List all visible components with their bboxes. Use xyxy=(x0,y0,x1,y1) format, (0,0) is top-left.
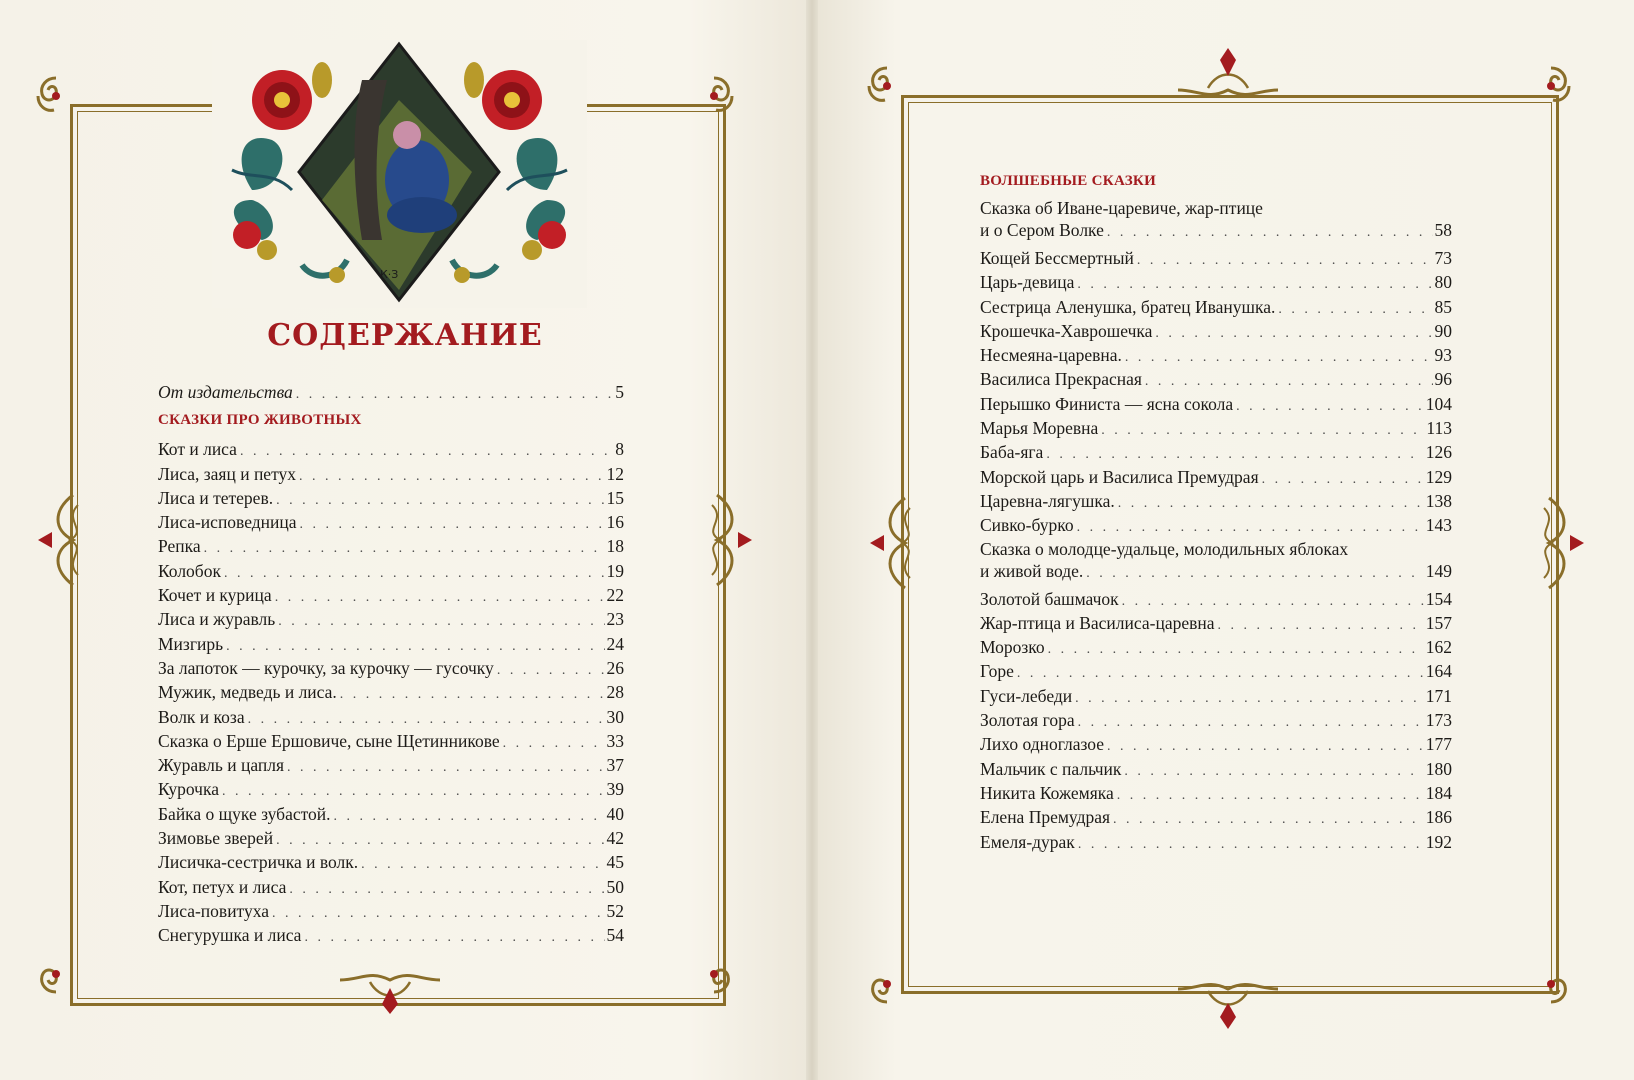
toc-entry-page: 173 xyxy=(1425,710,1452,731)
toc-entry[interactable] xyxy=(980,367,1452,391)
toc-entry-title: Баба-яга xyxy=(980,442,1044,463)
toc-entry[interactable] xyxy=(158,437,624,461)
toc-entry[interactable] xyxy=(980,392,1452,416)
toc-entry-page: 143 xyxy=(1425,515,1452,536)
toc-entry[interactable] xyxy=(158,486,624,510)
toc-entry-title: Золотой башмачок xyxy=(980,588,1119,609)
toc-entry[interactable] xyxy=(980,781,1452,805)
page-title: СОДЕРЖАНИЕ xyxy=(267,318,543,353)
corner-ornament-icon xyxy=(863,62,911,110)
toc-entry-page: 129 xyxy=(1425,466,1452,487)
toc-entry-title: Журавль и цапля xyxy=(158,755,285,776)
toc-entry[interactable] xyxy=(158,923,624,947)
toc-entry-title-line1: Сказка об Иване-царевиче, жар-птице xyxy=(980,198,1263,218)
toc-leader-dots xyxy=(275,586,605,610)
toc-leader-dots xyxy=(300,513,605,537)
toc-entry[interactable] xyxy=(158,462,624,486)
toc-entry-page: 186 xyxy=(1425,807,1452,828)
toc-entry-page: 24 xyxy=(606,633,624,654)
toc-entry-title: За лапоток — курочку, за курочку — гусочку xyxy=(158,657,494,678)
toc-entry-page: 171 xyxy=(1425,685,1452,706)
toc-entry[interactable] xyxy=(980,270,1452,294)
corner-ornament-icon xyxy=(863,960,911,1008)
toc-entry[interactable] xyxy=(980,513,1452,537)
toc-leader-dots xyxy=(1086,563,1423,587)
toc-entry-page: 28 xyxy=(606,682,624,703)
toc-leader-dots xyxy=(1101,419,1424,443)
toc-entry-title: Лихо одноглазое xyxy=(980,734,1105,755)
toc-entry-title-line2: и о Сером Волке xyxy=(980,220,1104,240)
toc-entry-page: 12 xyxy=(606,463,624,484)
toc-entry[interactable] xyxy=(980,440,1452,464)
toc-entry-title: Крошечка-Хаврошечка xyxy=(980,320,1153,341)
toc-entry[interactable] xyxy=(980,538,1452,587)
toc-leader-dots xyxy=(1078,711,1424,735)
toc-entry-page: 113 xyxy=(1426,418,1452,439)
toc-entry-intro[interactable] xyxy=(158,380,624,404)
toc-entry-page: 39 xyxy=(606,779,624,800)
toc-entry-page: 90 xyxy=(1434,320,1452,341)
toc-leader-dots xyxy=(272,902,604,926)
toc-entry-title: От издательства xyxy=(158,382,293,402)
section-heading: ВОЛШЕБНЫЕ СКАЗКИ xyxy=(980,173,1157,189)
toc-entry[interactable] xyxy=(158,826,624,850)
toc-entry[interactable] xyxy=(980,635,1452,659)
toc-entry[interactable] xyxy=(158,850,624,874)
toc-entry[interactable] xyxy=(158,656,624,680)
toc-entry-page: 149 xyxy=(1425,560,1452,581)
toc-entry-title: Лиса, заяц и петух xyxy=(158,463,296,484)
toc-entry-title: Репка xyxy=(158,536,201,557)
toc-entry-page: 192 xyxy=(1425,831,1452,852)
toc-entry[interactable] xyxy=(980,416,1452,440)
toc-entry-page: 93 xyxy=(1434,345,1452,366)
toc-entry-title: Кощей Бессмертный xyxy=(980,248,1134,268)
toc-entry-title: Марья Моревна xyxy=(980,418,1099,439)
toc-entries-list xyxy=(980,587,1452,854)
section-heading: СКАЗКИ ПРО ЖИВОТНЫХ xyxy=(158,412,362,429)
toc-entry-page: 58 xyxy=(1434,220,1452,240)
bottom-ornament-icon xyxy=(1168,975,1288,1035)
toc-entry-title: Сказка о Ерше Ершовиче, сыне Щетинникове xyxy=(158,730,500,751)
toc-leader-dots xyxy=(296,383,613,407)
toc-entry-page: 177 xyxy=(1425,734,1452,755)
toc-entry-title: Мальчик с пальчик xyxy=(980,758,1122,779)
toc-entry-title: Сивко-бурко xyxy=(980,515,1074,536)
toc-entry[interactable] xyxy=(158,607,624,631)
toc-entry-title: Зимовье зверей xyxy=(158,828,274,849)
svg-text:К·З: К·З xyxy=(380,268,399,281)
toc-entry[interactable] xyxy=(158,632,624,656)
toc-leader-dots xyxy=(287,756,604,780)
toc-leader-dots xyxy=(276,489,604,513)
toc-entry-page: 162 xyxy=(1425,637,1452,658)
toc-entry[interactable] xyxy=(980,319,1452,343)
toc-leader-dots xyxy=(304,926,604,950)
toc-entry-title: Лисичка-сестричка и волк. xyxy=(158,852,359,873)
toc-entry[interactable] xyxy=(158,510,624,534)
toc-leader-dots xyxy=(1048,638,1424,662)
toc-entry[interactable] xyxy=(158,875,624,899)
side-ornament-icon xyxy=(850,488,930,598)
toc-entry-title: Морозко xyxy=(980,637,1045,658)
toc-leader-dots xyxy=(1107,222,1433,246)
toc-leader-dots xyxy=(1262,468,1424,492)
corner-ornament-icon xyxy=(1527,62,1575,110)
toc-entry-page: 73 xyxy=(1434,248,1452,268)
toc-entry[interactable] xyxy=(158,753,624,777)
toc-entry-page: 26 xyxy=(606,657,624,678)
toc-entry[interactable] xyxy=(980,830,1452,854)
toc-leader-dots xyxy=(1236,395,1424,419)
toc-entry-page: 154 xyxy=(1425,588,1452,609)
toc-entry-page: 180 xyxy=(1425,758,1452,779)
toc-entry[interactable] xyxy=(158,534,624,558)
toc-entry[interactable] xyxy=(980,489,1452,513)
toc-entry[interactable] xyxy=(158,583,624,607)
toc-leader-dots xyxy=(1075,687,1424,711)
toc-leader-dots xyxy=(1278,298,1432,322)
toc-entry-page: 54 xyxy=(606,925,624,946)
toc-entry-page: 104 xyxy=(1425,393,1452,414)
toc-leader-dots xyxy=(289,878,604,902)
toc-entry-page: 16 xyxy=(606,512,624,533)
toc-leader-dots xyxy=(1113,808,1424,832)
toc-left xyxy=(158,380,624,948)
toc-entry-page: 184 xyxy=(1425,782,1452,803)
toc-leader-dots xyxy=(299,465,605,489)
toc-entry-title: Кочет и курица xyxy=(158,585,272,606)
toc-leader-dots xyxy=(1124,760,1423,784)
toc-leader-dots xyxy=(1077,516,1424,540)
toc-entry-page: 138 xyxy=(1425,490,1452,511)
toc-entry-page: 85 xyxy=(1434,296,1452,317)
toc-entry-page: 50 xyxy=(606,876,624,897)
toc-entry-title: Снегурушка и лиса xyxy=(158,925,302,946)
toc-entry-page: 18 xyxy=(606,536,624,557)
top-ornament-icon xyxy=(1168,42,1288,104)
toc-leader-dots xyxy=(1155,322,1432,346)
toc-entry-page: 22 xyxy=(606,585,624,606)
toc-entry-page: 157 xyxy=(1425,612,1452,633)
toc-entries-list xyxy=(158,437,624,947)
toc-entry-title: Колобок xyxy=(158,560,221,581)
toc-entry[interactable] xyxy=(158,680,624,704)
toc-entries-list xyxy=(980,246,1452,538)
toc-entry-page: 45 xyxy=(606,852,624,873)
toc-leader-dots xyxy=(1137,249,1433,273)
toc-entry-page: 30 xyxy=(606,706,624,727)
toc-leader-dots xyxy=(1118,492,1424,516)
toc-entry-page: 23 xyxy=(606,609,624,630)
toc-leader-dots xyxy=(1017,662,1424,686)
toc-entry[interactable] xyxy=(158,802,624,826)
toc-leader-dots xyxy=(503,732,605,756)
toc-entry-title: Кот и лиса xyxy=(158,439,237,460)
toc-entry-title: Емеля-дурак xyxy=(980,831,1075,852)
toc-entry[interactable] xyxy=(158,777,624,801)
toc-entry-title: Волк и коза xyxy=(158,706,245,727)
toc-leader-dots xyxy=(1117,784,1424,808)
toc-entry-title: Мизгирь xyxy=(158,633,224,654)
toc-entry[interactable] xyxy=(980,805,1452,829)
toc-entry-title: Никита Кожемяка xyxy=(980,782,1114,803)
toc-entry[interactable] xyxy=(980,732,1452,756)
toc-entry[interactable] xyxy=(980,465,1452,489)
header-illustration xyxy=(212,40,587,308)
toc-entry[interactable] xyxy=(980,587,1452,611)
toc-entry-page: 126 xyxy=(1425,442,1452,463)
toc-entry-title-line1: Сказка о молодце-удальце, молодильных яблоках xyxy=(980,538,1349,559)
toc-entry[interactable] xyxy=(980,708,1452,732)
toc-entry-title: Морской царь и Василиса Премудрая xyxy=(980,466,1259,487)
corner-ornament-icon xyxy=(690,72,738,120)
toc-entry-title: Царь-девица xyxy=(980,272,1075,293)
toc-entry-title: Гуси-лебеди xyxy=(980,685,1073,706)
toc-entry-page: 42 xyxy=(606,828,624,849)
toc-entry-page: 33 xyxy=(606,730,624,751)
book-gutter xyxy=(806,0,818,1080)
toc-entry-title: Жар-птица и Василиса-царевна xyxy=(980,612,1215,633)
toc-entry[interactable] xyxy=(158,705,624,729)
corner-ornament-icon xyxy=(32,950,80,998)
toc-entry[interactable] xyxy=(980,611,1452,635)
toc-entry-page: 164 xyxy=(1425,661,1452,682)
toc-entry-page: 40 xyxy=(606,803,624,824)
toc-entry[interactable] xyxy=(980,684,1452,708)
toc-leader-dots xyxy=(340,683,605,707)
toc-leader-dots xyxy=(278,610,604,634)
toc-entry[interactable] xyxy=(158,899,624,923)
toc-entry[interactable] xyxy=(158,729,624,753)
toc-entry-title: Елена Премудрая xyxy=(980,807,1111,828)
toc-entry-page: 15 xyxy=(606,487,624,508)
toc-entry-page: 96 xyxy=(1434,369,1452,390)
toc-entry[interactable] xyxy=(980,343,1452,367)
toc-leader-dots xyxy=(334,805,605,829)
toc-entry-title: Лиса и тетерев. xyxy=(158,487,274,508)
toc-leader-dots xyxy=(497,659,605,683)
toc-leader-dots xyxy=(1218,614,1424,638)
side-ornament-icon xyxy=(18,485,98,595)
corner-ornament-icon xyxy=(32,72,80,120)
bottom-ornament-icon xyxy=(330,960,450,1020)
toc-entry-title: Кот, петух и лиса xyxy=(158,876,287,897)
toc-leader-dots xyxy=(224,562,605,586)
toc-entry-page: 5 xyxy=(615,382,624,402)
toc-entry-title: Перышко Финиста — ясна сокола xyxy=(980,393,1234,414)
toc-entry-title: Золотая гора xyxy=(980,710,1075,731)
toc-leader-dots xyxy=(204,537,605,561)
toc-entry-page: 37 xyxy=(606,755,624,776)
toc-right xyxy=(980,173,1452,854)
toc-leader-dots xyxy=(1125,346,1433,370)
toc-entry-title: Байка о щуке зубастой. xyxy=(158,803,331,824)
toc-entry[interactable] xyxy=(158,559,624,583)
side-ornament-icon xyxy=(1524,488,1604,598)
corner-ornament-icon xyxy=(690,950,738,998)
side-ornament-icon xyxy=(692,485,772,595)
toc-entry[interactable] xyxy=(980,246,1452,270)
toc-entry-title: Лиса-повитуха xyxy=(158,900,270,921)
toc-entry[interactable] xyxy=(980,197,1452,246)
toc-entry-title: Мужик, медведь и лиса. xyxy=(158,682,337,703)
toc-entry-page: 80 xyxy=(1434,272,1452,293)
toc-entry-title: Лиса-исповедница xyxy=(158,512,297,533)
toc-entry[interactable] xyxy=(980,295,1452,319)
toc-entry-page: 8 xyxy=(615,439,624,460)
toc-entry-title: Василиса Прекрасная xyxy=(980,369,1142,390)
toc-entry-title: Горе xyxy=(980,661,1014,682)
toc-entry[interactable] xyxy=(980,757,1452,781)
toc-entry-title: Царевна-лягушка. xyxy=(980,490,1115,511)
toc-entry-title: Несмеяна-царевна. xyxy=(980,345,1122,366)
toc-leader-dots xyxy=(1078,833,1424,857)
toc-entry-title: Сестрица Аленушка, братец Иванушка. xyxy=(980,296,1276,317)
toc-entry-title-line2: и живой воде. xyxy=(980,560,1084,581)
toc-entry-title: Лиса и журавль xyxy=(158,609,276,630)
toc-entry-page: 52 xyxy=(606,900,624,921)
toc-entry[interactable] xyxy=(980,659,1452,683)
toc-leader-dots xyxy=(361,853,604,877)
toc-entry-title: Курочка xyxy=(158,779,219,800)
toc-entry-page: 19 xyxy=(606,560,624,581)
corner-ornament-icon xyxy=(1527,960,1575,1008)
toc-leader-dots xyxy=(1107,735,1424,759)
